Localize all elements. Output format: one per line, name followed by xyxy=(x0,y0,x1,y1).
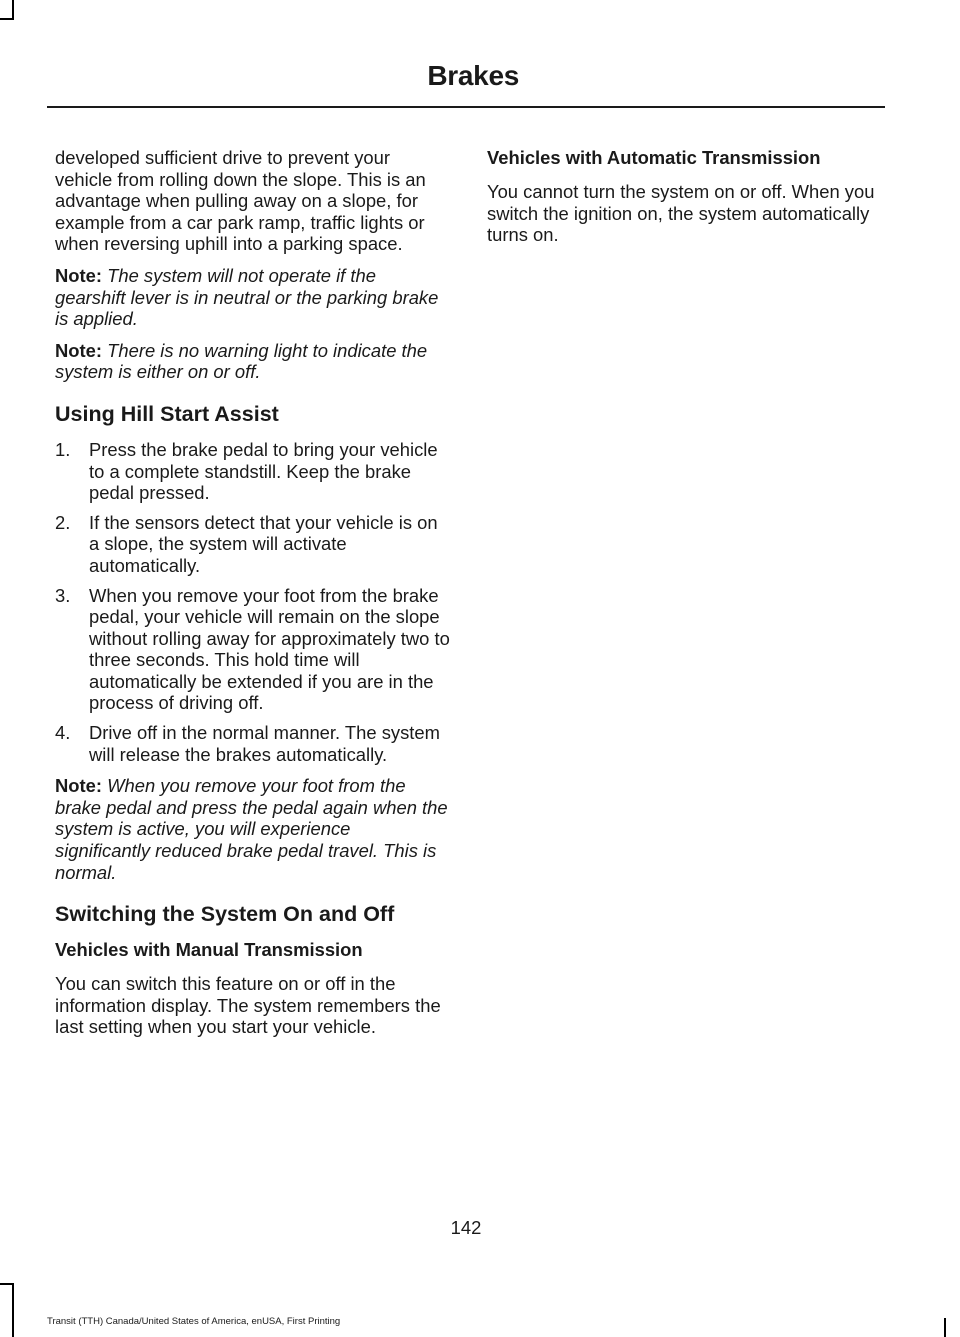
step-number: 3. xyxy=(55,584,71,606)
note-label: Note: xyxy=(55,339,102,361)
step-number: 1. xyxy=(55,438,71,460)
crop-mark-bottom-right xyxy=(944,1318,946,1337)
step-text: If the sensors detect that your vehicle is on a slope, the system will activate automatically. xyxy=(89,511,438,576)
step-text: When you remove your foot from the brake pedal, your vehicle will remain on the slope without rolling away for approximately two to three seconds. This hold time will automatically be extended if you are in the process of driving off. xyxy=(89,584,450,714)
heading-switching-system: Switching the System On and Off xyxy=(55,902,395,927)
crop-mark-top-left-h xyxy=(0,18,14,20)
subheading-automatic-transmission: Vehicles with Automatic Transmission xyxy=(487,147,821,168)
step-number: 2. xyxy=(55,511,71,533)
right-column xyxy=(487,147,882,256)
intro-paragraph: developed sufficient drive to prevent your vehicle from rolling down the slope. This is an advantage when pulling away on a slope, for example from a car park ramp, traffic lights or when reversing uphill into a parking space. xyxy=(55,147,426,255)
step-text: Press the brake pedal to bring your vehicle to a complete standstill. Keep the brake pedal pressed. xyxy=(89,438,438,504)
page-title: Brakes xyxy=(427,60,519,91)
note-2 xyxy=(55,340,450,383)
note-text: There is no warning light to indicate the system is either on or off. xyxy=(55,339,428,383)
crop-mark-top-left xyxy=(12,0,14,18)
note-1 xyxy=(55,265,450,330)
list-item xyxy=(55,585,450,715)
note-label: Note: xyxy=(55,775,102,797)
subheading-manual-transmission: Vehicles with Manual Transmission xyxy=(55,939,363,961)
step-text: Drive off in the normal manner. The system will release the brakes automatically. xyxy=(89,722,440,765)
manual-transmission-paragraph: You can switch this feature on or off in the information display. The system remembers the last setting when you start your vehicle. xyxy=(55,973,441,1038)
crop-mark-bottom-left xyxy=(12,1283,14,1337)
note-text: The system will not operate if the gearshift lever is in neutral or the parking brake is applied. xyxy=(55,264,439,330)
footer-text: Transit (TTH) Canada/United States of America, enUSA, First Printing xyxy=(47,1316,341,1327)
page-number: 142 xyxy=(450,1217,482,1238)
list-item xyxy=(55,439,450,504)
note-3 xyxy=(55,775,450,883)
steps-list xyxy=(55,439,450,765)
note-label: Note: xyxy=(55,264,102,286)
step-number: 4. xyxy=(55,722,71,744)
note-text: When you remove your foot from the brake pedal and press the pedal again when the system is active, you will experience significantly reduced brake pedal travel. This is normal. xyxy=(55,775,448,883)
list-item xyxy=(55,722,450,765)
heading-using-hill-start-assist: Using Hill Start Assist xyxy=(55,401,279,426)
header-divider xyxy=(47,106,885,108)
list-item xyxy=(55,512,450,577)
crop-mark-bottom-left-h xyxy=(0,1283,14,1285)
automatic-transmission-paragraph: You cannot turn the system on or off. When you switch the ignition on, the system automatically turns on. xyxy=(487,181,875,246)
left-column xyxy=(55,147,450,1048)
